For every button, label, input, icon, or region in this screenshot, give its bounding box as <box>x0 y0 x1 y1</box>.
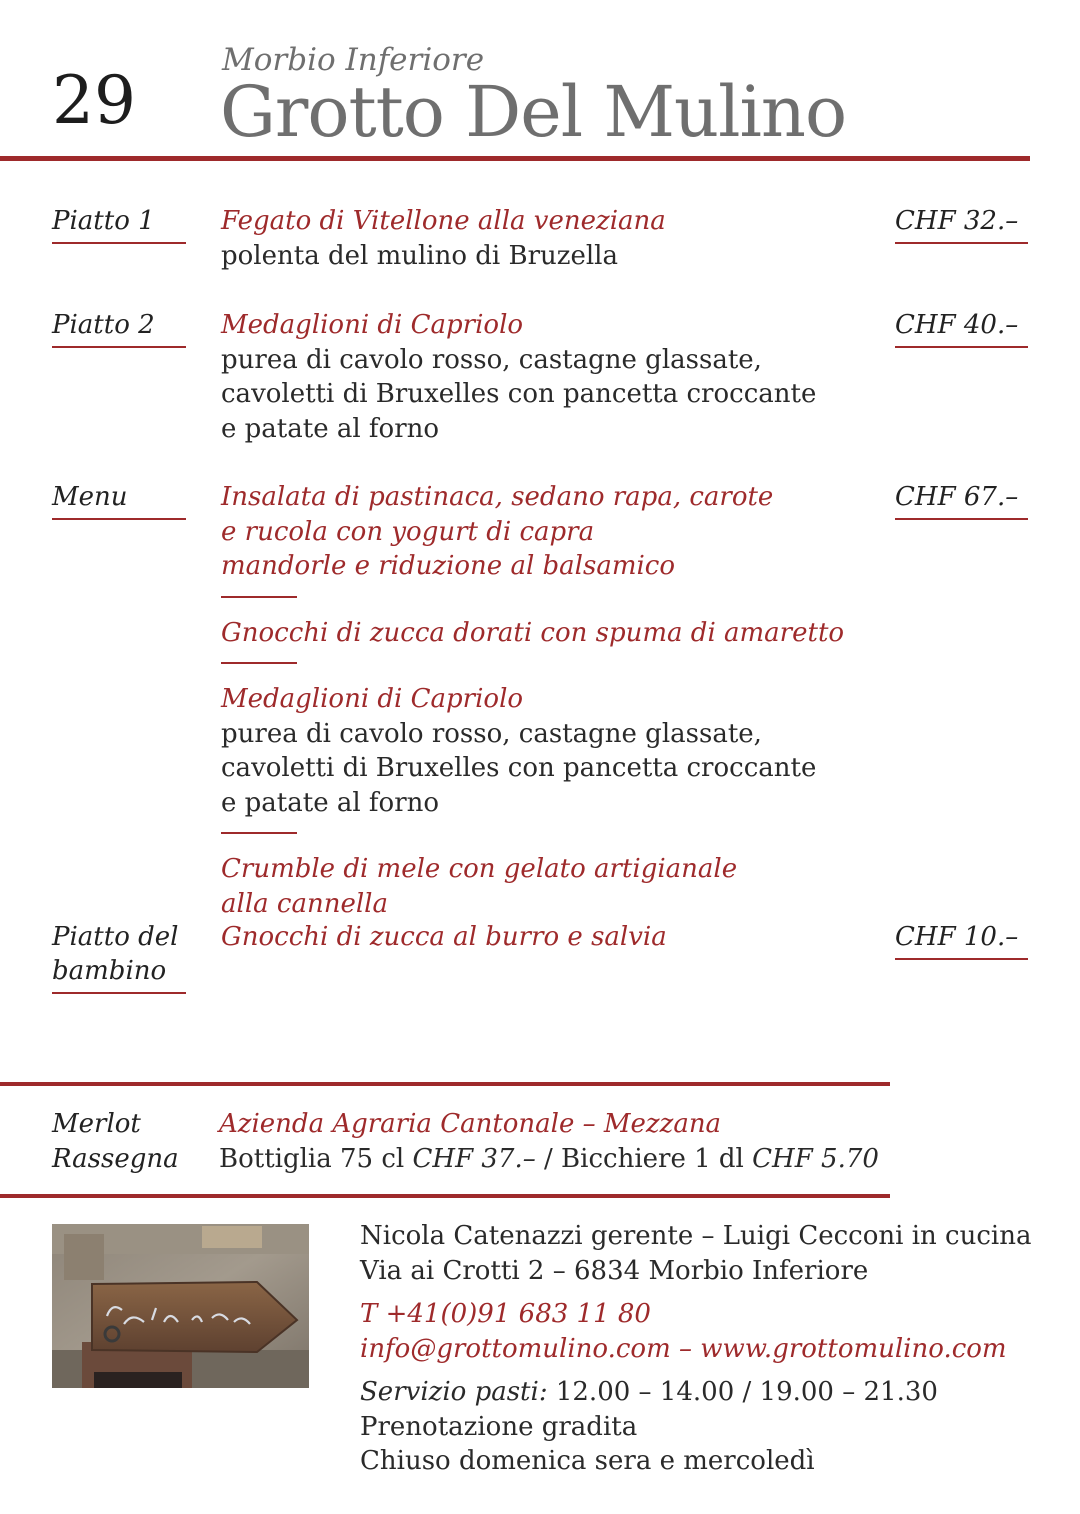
bambino-label <box>52 920 186 994</box>
location-subtitle: Morbio Inferiore <box>222 42 485 78</box>
menu-block <box>221 480 881 921</box>
wine-block <box>219 1107 879 1177</box>
piatto1-price: CHF 32.– <box>895 204 1028 244</box>
piatto2-block <box>221 308 881 446</box>
grotto-sign-photo <box>52 1224 309 1388</box>
wine-label-line: Merlot <box>52 1109 141 1139</box>
bambino-price: CHF 10.– <box>895 920 1028 960</box>
piatto2-line: cavoletti di Bruxelles con pancetta croccante <box>221 379 817 409</box>
glass-price: CHF 5.70 <box>752 1144 879 1174</box>
reservation-line: Prenotazione gradita <box>360 1411 638 1442</box>
piatto1-dish: Fegato di Vitellone alla veneziana <box>221 206 666 236</box>
bambino-label-line: Piatto del <box>52 922 179 952</box>
course-separator <box>221 596 297 598</box>
menu-course4-line: alla cannella <box>221 888 388 919</box>
service-hours: 12.00 – 14.00 / 19.00 – 21.30 <box>547 1377 938 1407</box>
bambino-label-line: bambino <box>52 956 167 986</box>
piatto2-line: e patate al forno <box>221 413 440 444</box>
header-divider <box>0 156 1030 161</box>
service-label: Servizio pasti: <box>360 1377 548 1407</box>
wine-producer: Azienda Agraria Cantonale – Mezzana <box>219 1109 722 1139</box>
piatto2-line: purea di cavolo rosso, castagne glassate, <box>221 344 762 375</box>
menu-course1-line: mandorle e riduzione al balsamico <box>221 551 676 581</box>
service-hours-line <box>360 1375 1031 1410</box>
course-separator <box>221 832 297 834</box>
phone-line[interactable]: T +41(0)91 683 11 80 <box>360 1299 651 1329</box>
menu-course3-line: e patate al forno <box>221 787 440 818</box>
menu-course3-line: cavoletti di Bruxelles con pancetta croccante <box>221 753 817 783</box>
wine-label-line: Rassegna <box>52 1144 179 1174</box>
piatto2-dish: Medaglioni di Capriolo <box>221 310 524 340</box>
menu-course1-line: e rucola con yogurt di capra <box>221 516 595 547</box>
wine-label <box>52 1107 179 1177</box>
menu-price: CHF 67.– <box>895 480 1028 520</box>
glass-text: / Bicchiere 1 dl <box>535 1144 753 1174</box>
closed-days-line: Chiuso domenica sera e mercoledì <box>360 1446 815 1476</box>
menu-course2: Gnocchi di zucca dorati con spuma di amaretto <box>221 617 845 648</box>
piatto2-price: CHF 40.– <box>895 308 1028 348</box>
wine-divider-top <box>0 1082 890 1086</box>
bottle-price: CHF 37.– <box>412 1144 536 1174</box>
wine-divider-bottom <box>0 1194 890 1198</box>
piatto1-block <box>221 204 881 273</box>
address-line: Via ai Crotti 2 – 6834 Morbio Inferiore <box>360 1255 869 1286</box>
page-number: 29 <box>52 62 136 139</box>
menu-course1-line: Insalata di pastinaca, sedano rapa, carote <box>221 482 774 512</box>
piatto1-line: polenta del mulino di Bruzella <box>221 240 618 271</box>
wine-prices <box>219 1142 879 1177</box>
contact-block <box>360 1219 1031 1479</box>
menu-course3-dish: Medaglioni di Capriolo <box>221 684 524 714</box>
web-email-line[interactable]: info@grottomulino.com – www.grottomulino.com <box>360 1333 1007 1364</box>
piatto1-label: Piatto 1 <box>52 204 186 244</box>
piatto2-label: Piatto 2 <box>52 308 186 348</box>
restaurant-title: Grotto Del Mulino <box>220 71 847 153</box>
course-separator <box>221 662 297 664</box>
menu-course4-line: Crumble di mele con gelato artigianale <box>221 854 738 884</box>
bambino-block <box>221 920 881 955</box>
menu-label: Menu <box>52 480 186 520</box>
staff-line: Nicola Catenazzi gerente – Luigi Cecconi in cucina <box>360 1221 1032 1251</box>
bambino-dish: Gnocchi di zucca al burro e salvia <box>221 922 667 952</box>
bottle-text: Bottiglia 75 cl <box>219 1144 413 1174</box>
menu-course3-line: purea di cavolo rosso, castagne glassate, <box>221 718 762 749</box>
